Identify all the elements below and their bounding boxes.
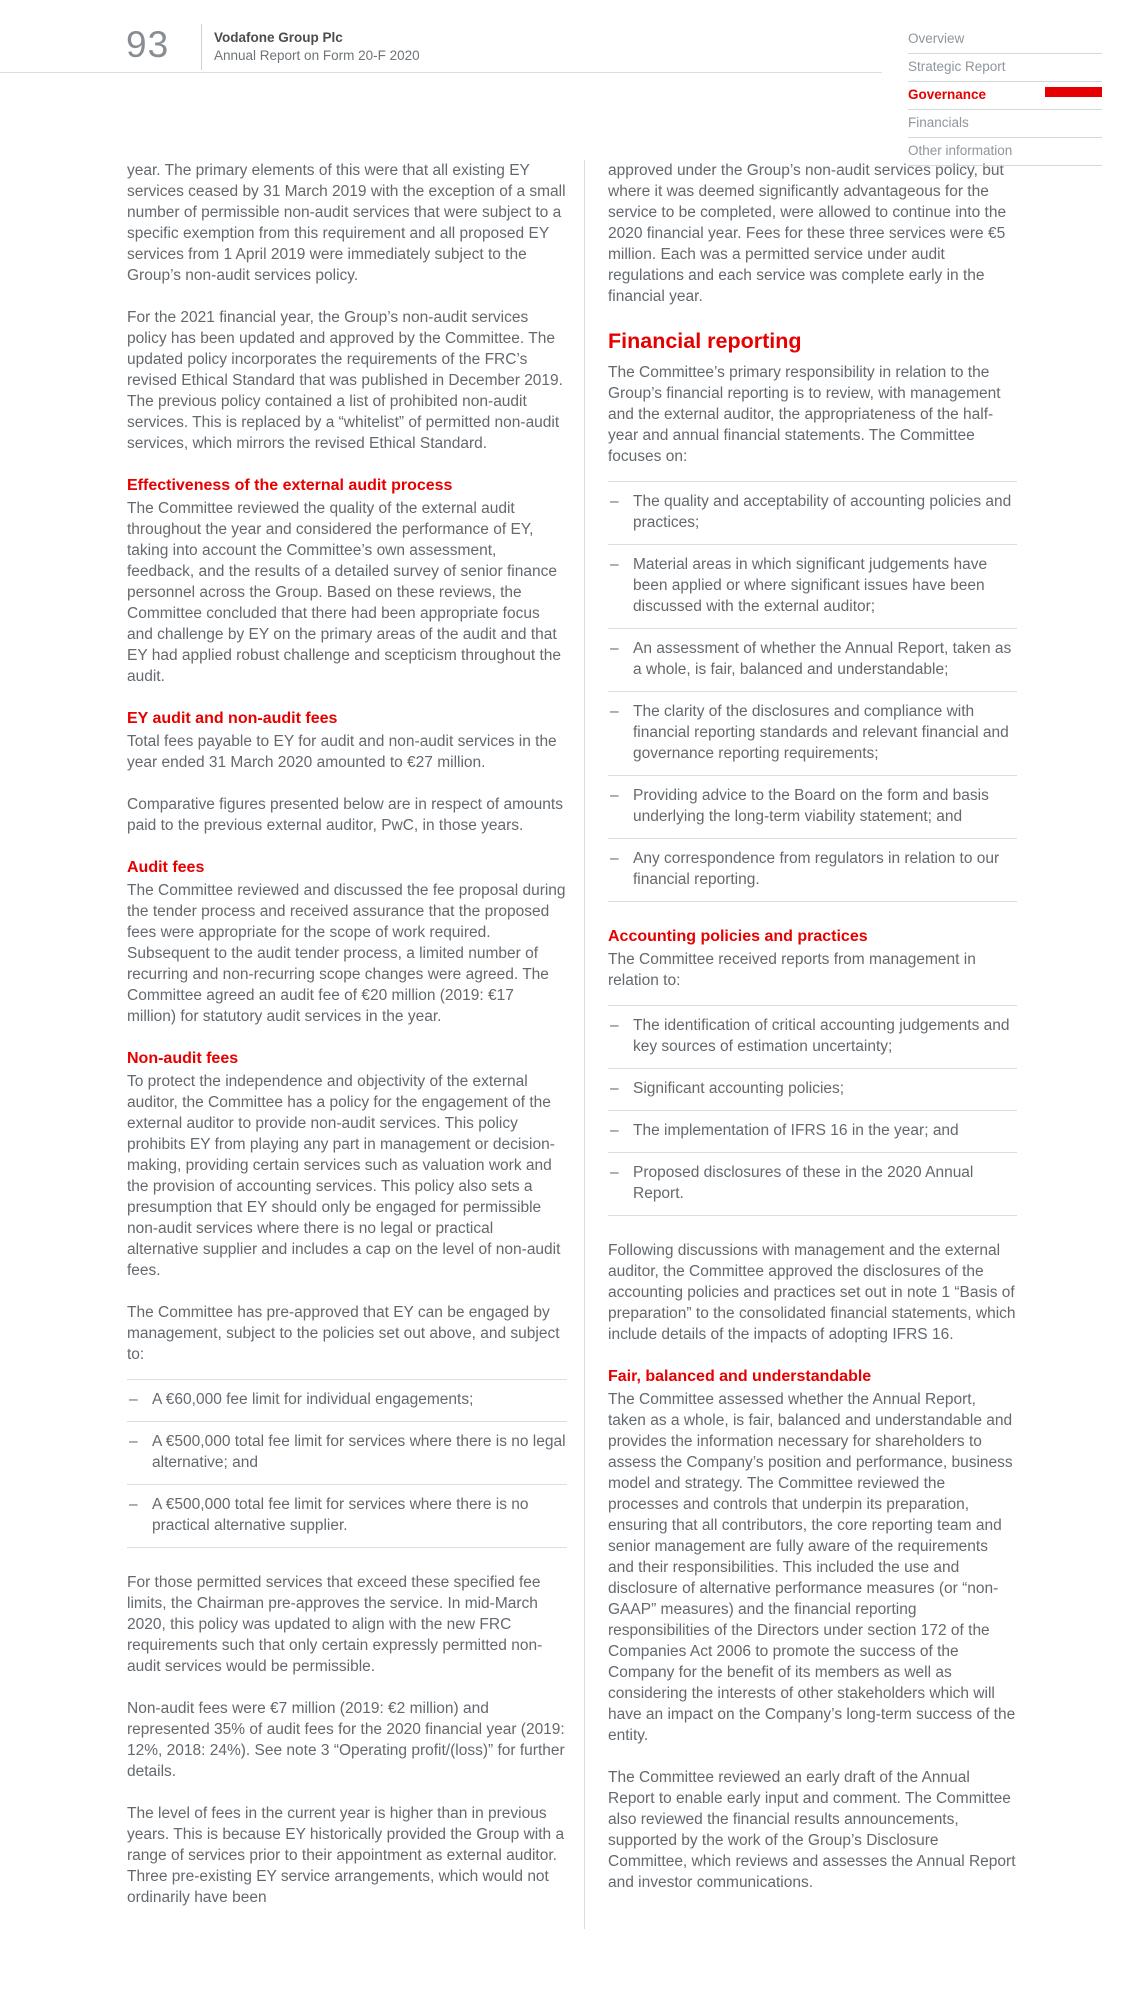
dash-marker: – [610, 1017, 619, 1034]
dash-marker: – [129, 1496, 138, 1513]
list-item [608, 1110, 1017, 1152]
list-item-text: A €500,000 total fee limit for services where there is no legal alternative; and [152, 1433, 566, 1471]
header-rule [0, 72, 882, 73]
section-nav [908, 26, 1102, 166]
list-item [608, 1152, 1017, 1215]
paragraph: The Committee assessed whether the Annual Report, taken as a whole, is fair, balanced and understandable and provides the information necessary for shareholders to assess the Company’s position and performance, business model and strategy. The Committee reviewed the processes and controls that underpin its preparation, ensuring that all contributors, the core reporting team and senior management are fully aware of the requirements and their responsibilities. This included the use and disclosure of alternative performance measures (or “non-GAAP” measures) and the financial reporting responsibilities of the Directors under section 172 of the Companies Act 2006 to promote the success of the Company for the benefit of its members as well as considering the interests of other stakeholders which will have an impact on the Company’s long-term success of the entity. [608, 1391, 1016, 1744]
dash-marker: – [610, 1164, 619, 1181]
list-item-text: Material areas in which significant judgements have been applied or where significant issues have been discussed with the external auditor; [633, 556, 988, 615]
governance-active-indicator-bar [1045, 87, 1102, 97]
list-item-text: Significant accounting policies; [633, 1080, 845, 1097]
paragraph: For those permitted services that exceed these specified fee limits, the Chairman pre-approves the service. In mid-March 2020, this policy was updated to align with the new FRC requirements such that only certain expressly permitted non-audit services would be permissible. [127, 1574, 543, 1675]
nav-item-governance-label: Governance [908, 87, 987, 102]
list-item [608, 1068, 1017, 1110]
list-item-text: The quality and acceptability of accounting policies and practices; [633, 493, 1012, 531]
paragraph: The Committee reviewed an early draft of the Annual Report to enable early input and comment. The Committee also reviewed the financial results announcements, supported by the work of the Group’s Disclosure Committee, which reviews and assesses the Annual Report and investor communications. [608, 1769, 1016, 1891]
paragraph: To protect the independence and objectivity of the external auditor, the Committee has a policy for the engagement of the external auditor to provide non-audit services. This policy prohibits EY from playing any part in management or decision-making, providing certain services such as valuation work and the provision of accounting services. This policy also sets a presumption that EY should only be engaged for permissible non-audit services where there is no legal or practical alternative supplier and includes a cap on the level of non-audit fees. [127, 1073, 561, 1279]
nav-item-financials[interactable]: Financials [908, 110, 1102, 138]
dash-marker: – [610, 493, 619, 510]
nav-item-strategic-report[interactable]: Strategic Report [908, 54, 1102, 82]
list-item [608, 481, 1017, 544]
list-item-text: The implementation of IFRS 16 in the year; and [633, 1122, 959, 1139]
paragraph: year. The primary elements of this were that all existing EY services ceased by 31 March 2019 with the exception of a small number of permissible non-audit services that were subject to a specific exemption from this requirement and all proposed EY services from 1 April 2019 were immediately subject to the Group’s non-audit services policy. [127, 162, 566, 284]
dash-marker: – [610, 703, 619, 720]
heading-ey-audit-fees: EY audit and non-audit fees [127, 710, 338, 727]
paragraph: The Committee has pre-approved that EY can be engaged by management, subject to the policies set out above, and subject to: [127, 1304, 560, 1363]
paragraph: Comparative figures presented below are in respect of amounts paid to the previous external auditor, PwC, in those years. [127, 796, 563, 834]
left-column [127, 160, 567, 1929]
company-name: Vodafone Group Plc [214, 30, 343, 45]
dash-marker: – [610, 850, 619, 867]
report-title-block [214, 30, 420, 64]
page-number: 93 [126, 24, 170, 65]
dash-marker: – [610, 640, 619, 657]
fee-limits-list [127, 1379, 567, 1548]
heading-non-audit-fees: Non-audit fees [127, 1050, 239, 1067]
financial-reporting-focus-list [608, 481, 1017, 902]
list-item-text: A €500,000 total fee limit for services where there is no practical alternative supplier. [152, 1496, 529, 1534]
dash-marker: – [610, 1122, 619, 1139]
list-item-text: Any correspondence from regulators in relation to our financial reporting. [633, 850, 1000, 888]
paragraph: Following discussions with management and the external auditor, the Committee approved the disclosures of the accounting policies and practices set out in note 1 “Basis of preparation” to the consolidated financial statements, which include details of the impacts of adopting IFRS 16. [608, 1242, 1016, 1343]
list-item [608, 628, 1017, 691]
list-item-text: Proposed disclosures of these in the 2020 Annual Report. [633, 1164, 974, 1202]
page-header [0, 0, 1135, 158]
list-item [127, 1421, 567, 1484]
dash-marker: – [610, 556, 619, 573]
list-item-text: An assessment of whether the Annual Report, taken as a whole, is fair, balanced and understandable; [633, 640, 1012, 678]
heading-financial-reporting: Financial reporting [608, 329, 802, 353]
list-item [127, 1379, 567, 1421]
header-divider [201, 24, 202, 70]
page-content [0, 73, 1135, 1989]
dash-marker: – [610, 787, 619, 804]
paragraph: For the 2021 financial year, the Group’s non-audit services policy has been updated and approved by the Committee. The updated policy incorporates the requirements of the FRC’s revised Ethical Standard that was published in December 2019. The previous policy contained a list of prohibited non-audit services. This is replaced by a “whitelist” of permitted non-audit services, which mirrors the revised Ethical Standard. [127, 309, 563, 452]
dash-marker: – [610, 1080, 619, 1097]
list-item [608, 691, 1017, 775]
paragraph: The Committee received reports from management in relation to: [608, 951, 976, 989]
paragraph: Total fees payable to EY for audit and non-audit services in the year ended 31 March 2020 amounted to €27 million. [127, 733, 557, 771]
paragraph: The level of fees in the current year is higher than in previous years. This is because EY historically provided the Group with a range of services prior to their appointment as external auditor. Three pre-existing EY service arrangements, which would not ordinarily have been [127, 1805, 565, 1906]
right-column [584, 160, 1017, 1929]
nav-item-governance[interactable] [908, 82, 1102, 110]
heading-fair-balanced: Fair, balanced and understandable [608, 1368, 872, 1385]
list-item [608, 544, 1017, 628]
paragraph: approved under the Group’s non-audit services policy, but where it was deemed significantly advantageous for the service to be completed, were allowed to continue into the 2020 financial year. Fees for these three services were €5 million. Each was a permitted service under audit regulations and each service was complete early in the financial year. [608, 162, 1007, 305]
list-item [608, 775, 1017, 838]
heading-audit-fees: Audit fees [127, 859, 205, 876]
accounting-reports-list [608, 1005, 1017, 1216]
dash-marker: – [129, 1391, 138, 1408]
paragraph: The Committee reviewed the quality of the external audit throughout the year and considered the performance of EY, taking into account the Committee’s own assessment, feedback, and the results of a detailed survey of senior finance personnel across the Group. Based on these reviews, the Committee concluded that there had been appropriate focus and challenge by EY on the primary areas of the audit and that EY had applied robust challenge and scepticism throughout the audit. [127, 500, 562, 685]
paragraph: The Committee reviewed and discussed the fee proposal during the tender process and received assurance that the proposed fees were appropriate for the scope of work required. Subsequent to the audit tender process, a limited number of recurring and non-recurring scope changes were agreed. The Committee agreed an audit fee of €20 million (2019: €17 million) for statutory audit services in the year. [127, 882, 566, 1025]
list-item-text: A €60,000 fee limit for individual engagements; [152, 1391, 474, 1408]
list-item [127, 1484, 567, 1547]
list-item-text: Providing advice to the Board on the form and basis underlying the long-term viability statement; and [633, 787, 989, 825]
heading-effectiveness: Effectiveness of the external audit process [127, 477, 453, 494]
list-item-text: The clarity of the disclosures and compliance with financial reporting standards and relevant financial and governance reporting requirements; [633, 703, 1009, 762]
list-item [608, 1005, 1017, 1068]
list-item-text: The identification of critical accounting judgements and key sources of estimation uncertainty; [633, 1017, 1010, 1055]
report-subtitle: Annual Report on Form 20-F 2020 [214, 48, 420, 63]
paragraph: Non-audit fees were €7 million (2019: €2 million) and represented 35% of audit fees for the 2020 financial year (2019: 12%, 2018: 24%). See note 3 “Operating profit/(loss)” for further details. [127, 1700, 565, 1780]
paragraph: The Committee’s primary responsibility in relation to the Group’s financial reporting is to review, with management and the external auditor, the appropriateness of the half-year and annual financial statements. The Committee focuses on: [608, 364, 1001, 465]
list-item [608, 838, 1017, 901]
nav-item-overview[interactable]: Overview [908, 26, 1102, 54]
nav-item-other-information[interactable]: Other information [908, 138, 1102, 166]
dash-marker: – [129, 1433, 138, 1450]
heading-accounting-policies: Accounting policies and practices [608, 928, 868, 945]
